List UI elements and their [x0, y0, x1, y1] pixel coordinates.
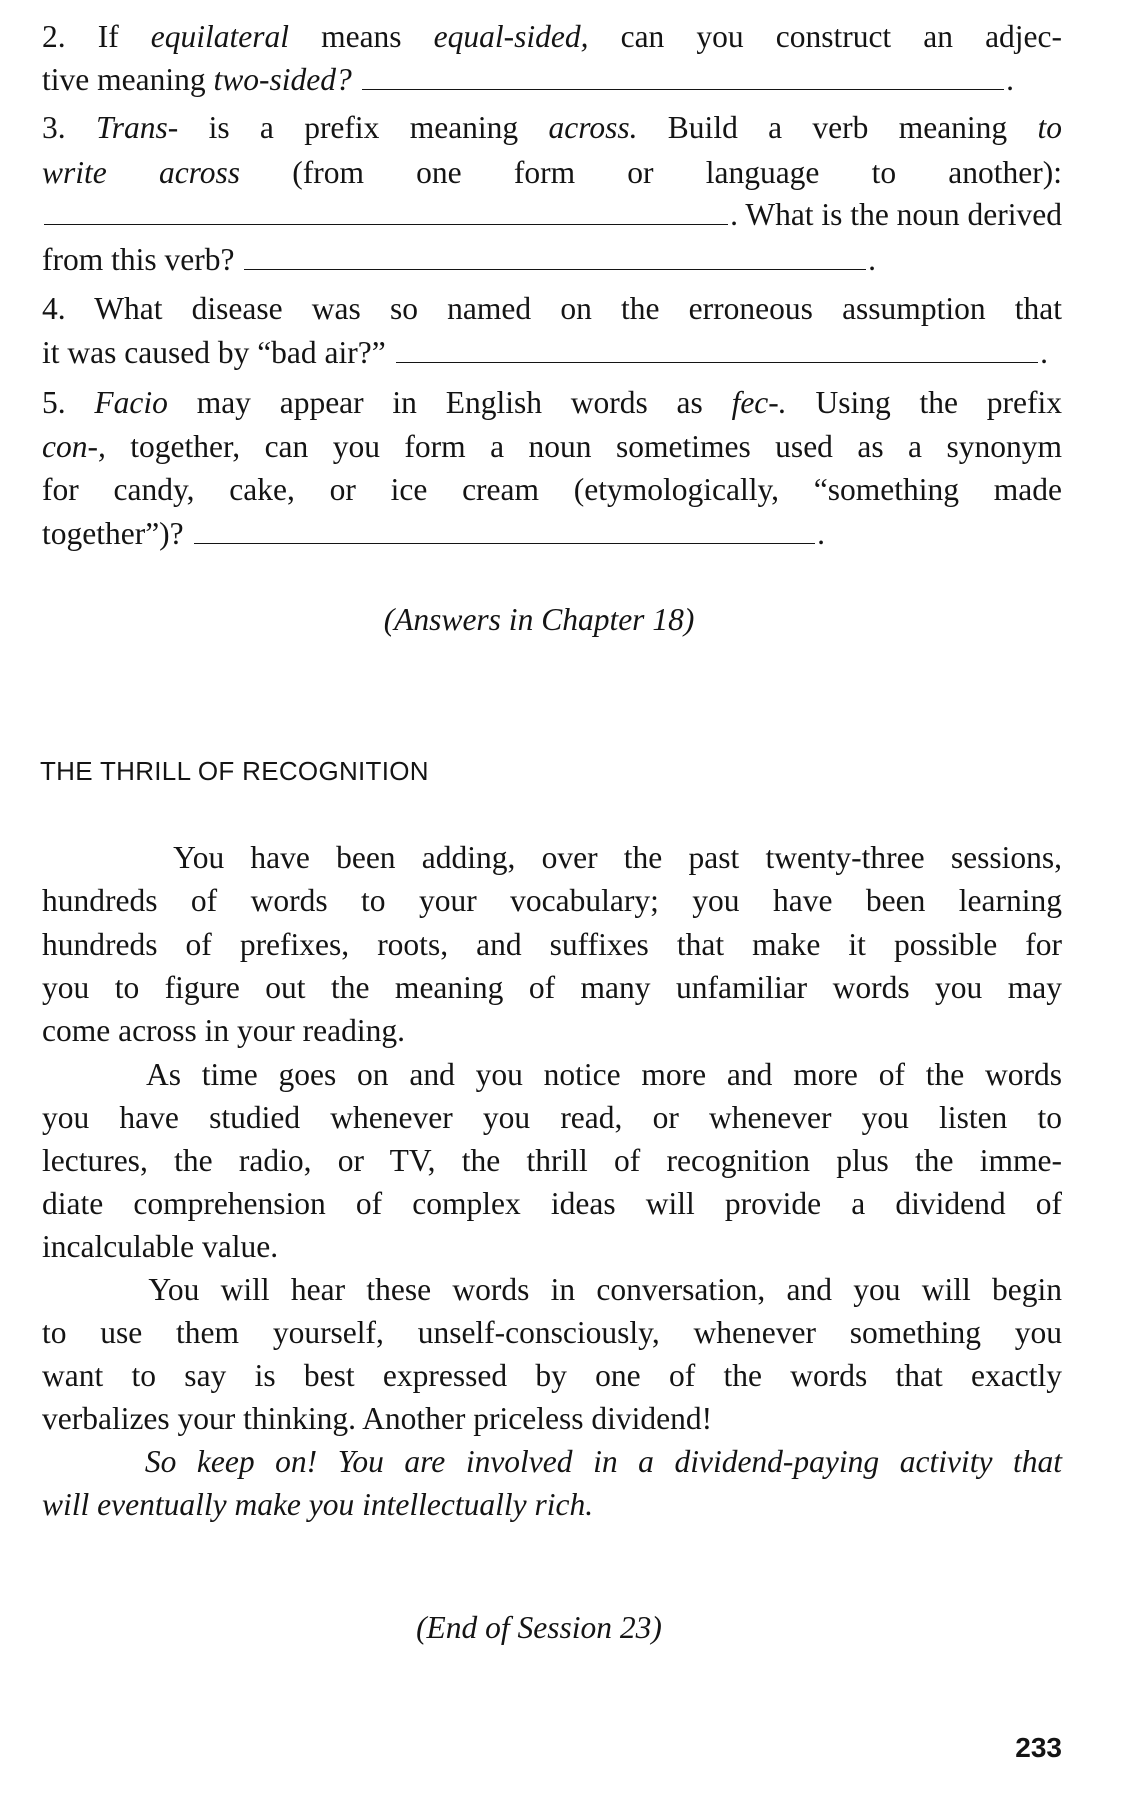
body-line — [42, 1356, 1062, 1396]
body-line — [42, 1011, 1062, 1051]
body-line — [42, 1141, 1062, 1181]
text-segment: You have been adding, over the past twenty-three sessions, — [42, 840, 1062, 875]
text-segment: tive meaning — [42, 62, 214, 97]
exercise-line — [42, 240, 876, 280]
text-segment: to — [1037, 110, 1063, 145]
text-segment: . — [868, 242, 876, 277]
text-segment: together, can you form a noun sometimes used as a synonym — [105, 429, 1062, 464]
text-segment: hundreds of words to your vocabulary; you have been learning — [42, 883, 1062, 918]
text-segment: 4. What disease was so named on the erroneous assumption that — [42, 291, 1062, 326]
text-segment: con-, — [42, 429, 106, 464]
text-segment: lectures, the radio, or TV, the thrill of recognition plus the imme- — [42, 1143, 1062, 1178]
exercise-line — [42, 333, 1048, 373]
body-line — [42, 1098, 1062, 1138]
answer-blank[interactable] — [244, 243, 866, 270]
text-segment: two-sided? — [213, 62, 352, 97]
body-line — [42, 1399, 1062, 1439]
body-line — [42, 1313, 1062, 1353]
text-segment: 3. — [42, 110, 96, 145]
text-segment: you to figure out the meaning of many unfamiliar words you may — [42, 970, 1062, 1005]
text-segment: Build a verb meaning — [637, 110, 1038, 145]
text-segment: come across in your reading. — [42, 1013, 406, 1048]
text-segment: you have studied whenever you read, or whenever you listen to — [42, 1100, 1062, 1135]
exercise-line — [42, 289, 1062, 329]
answers-note: (Answers in Chapter 18) — [383, 602, 695, 637]
text-segment: . — [1006, 62, 1014, 97]
text-segment: want to say is best expressed by one of the words that exactly — [42, 1358, 1062, 1393]
text-segment: hundreds of prefixes, roots, and suffixes that make it possible for — [42, 927, 1062, 962]
text-segment: incalculable value. — [42, 1229, 279, 1264]
exercise-line — [42, 195, 1062, 235]
end-note: (End of Session 23) — [416, 1610, 662, 1645]
body-line — [42, 838, 1062, 878]
page-number: 233 — [1015, 1732, 1062, 1763]
text-segment: it was caused by “bad air?” — [42, 335, 394, 370]
body-line — [42, 925, 1062, 965]
text-segment: may appear in English words as — [167, 385, 732, 420]
answer-blank[interactable] — [396, 336, 1039, 363]
body-line — [42, 1055, 1062, 1095]
body-line — [42, 968, 1062, 1008]
exercise-line — [42, 514, 825, 554]
text-segment: . — [817, 516, 825, 551]
section-heading: THE THRILL OF RECOGNITION — [40, 756, 429, 786]
body-line — [42, 881, 1062, 921]
exercise-line — [42, 470, 1062, 510]
exercise-line — [42, 108, 1062, 148]
text-segment: together”)? — [42, 516, 192, 551]
text-segment: Trans- — [95, 110, 179, 145]
text-segment: (from one form or language to another): — [240, 155, 1062, 190]
text-segment: can you construct an adjec- — [588, 19, 1063, 54]
text-segment: equilateral — [150, 19, 290, 54]
text-segment: will eventually make you intellectually rich. — [42, 1487, 594, 1522]
text-segment: from this verb? — [42, 242, 243, 277]
text-segment: diate comprehension of complex ideas will provide a dividend of — [42, 1186, 1062, 1221]
body-line — [42, 1184, 1062, 1224]
text-segment: fec-. — [731, 385, 787, 420]
body-line — [42, 1442, 1062, 1482]
text-segment: 2. If — [42, 19, 151, 54]
text-segment: verbalizes your thinking. Another priceless dividend! — [42, 1401, 713, 1436]
text-segment: So keep on! You are involved in a dividend-paying activity that — [42, 1444, 1062, 1479]
text-segment: Using the prefix — [786, 385, 1062, 420]
text-segment: . — [1040, 335, 1048, 370]
body-line — [42, 1485, 1062, 1525]
answer-blank[interactable] — [362, 63, 1005, 90]
text-segment: is a prefix meaning — [178, 110, 549, 145]
text-segment: . What is the noun derived — [730, 197, 1062, 232]
text-segment: write across — [42, 155, 241, 190]
exercise-line — [42, 17, 1062, 57]
text-segment: means — [289, 19, 434, 54]
text-segment: Facio — [94, 385, 168, 420]
text-segment: to use them yourself, unself-consciously, whenever something you — [42, 1315, 1062, 1350]
text-segment: 5. — [42, 385, 95, 420]
text-segment: equal-sided, — [433, 19, 589, 54]
exercise-line — [42, 153, 1062, 193]
exercise-line — [42, 60, 1014, 100]
body-line — [42, 1227, 1062, 1267]
text-segment: across. — [548, 110, 638, 145]
text-segment: for candy, cake, or ice cream (etymologically, “something made — [42, 472, 1062, 507]
text-segment: As time goes on and you notice more and more of the words — [42, 1057, 1063, 1092]
body-line — [42, 1270, 1062, 1310]
text-segment: You will hear these words in conversation, and you will begin — [42, 1272, 1062, 1307]
answer-blank[interactable] — [44, 198, 728, 225]
text-segment — [352, 60, 360, 100]
answer-blank[interactable] — [194, 517, 816, 544]
exercise-line — [42, 427, 1062, 467]
exercise-line — [42, 383, 1062, 423]
